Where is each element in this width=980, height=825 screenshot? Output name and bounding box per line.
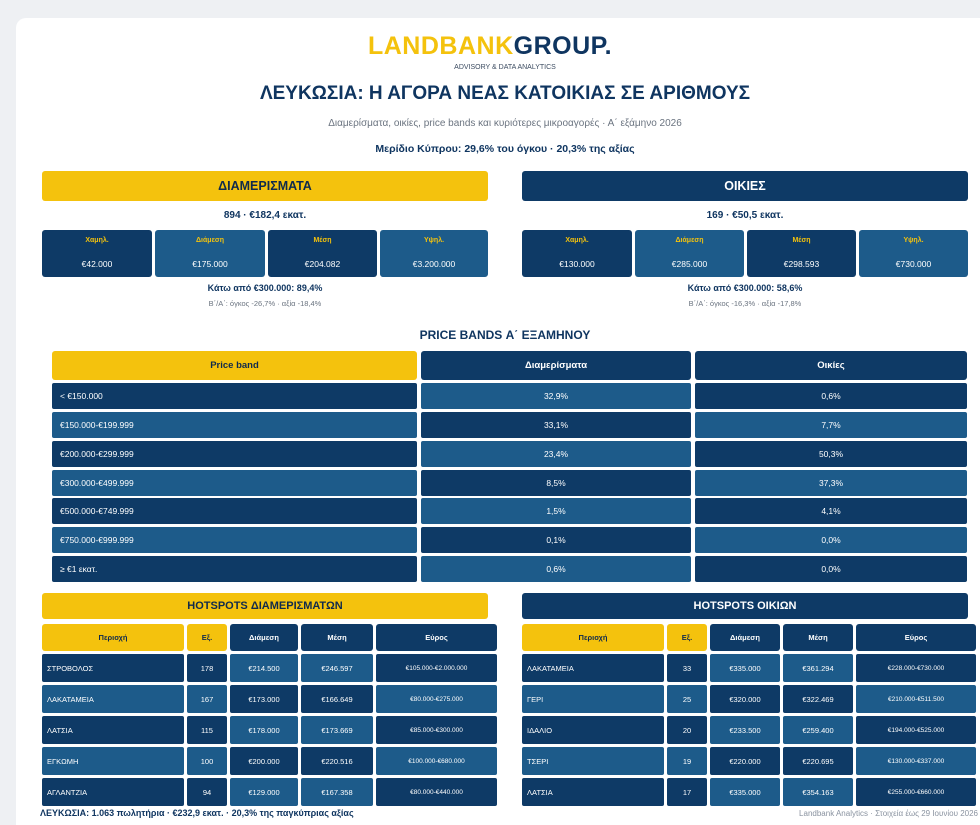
hs-apt-median: €173.000 [230, 685, 298, 713]
apartments-stat-median: Διάμεση €175.000 [155, 230, 265, 277]
price-band-houses: 50,3% [695, 441, 967, 467]
houses-summary: 169 · €50,5 εκατ. [706, 210, 784, 221]
hs-apt-range: €85.000-€300.000 [376, 716, 497, 744]
price-band-apartments: 0,1% [421, 527, 691, 553]
price-band-label: €150.000-€199.999 [52, 412, 417, 438]
hs-house-col-mean: Μέση [783, 624, 853, 651]
houses-stat-high: Υψηλ. €730.000 [859, 230, 968, 277]
hs-apt-col-median: Διάμεση [230, 624, 298, 651]
price-band-houses: 0,6% [695, 383, 967, 409]
hs-house-median: €335.000 [710, 778, 780, 806]
hs-apt-n: 94 [187, 778, 227, 806]
hs-apt-range: €100.000-€680.000 [376, 747, 497, 775]
houses-stat-median: Διάμεση €285.000 [635, 230, 744, 277]
hs-apt-area: ΑΓΛΑΝΤΖΙΑ [42, 778, 184, 806]
hs-house-mean: €220.695 [783, 747, 853, 775]
hs-apt-mean: €166.649 [301, 685, 373, 713]
hotspots-apartments-header: HOTSPOTS ΔΙΑΜΕΡΙΣΜΑΤΩΝ [42, 593, 488, 619]
hs-apt-col-mean: Μέση [301, 624, 373, 651]
hs-apt-mean: €167.358 [301, 778, 373, 806]
cyprus-share: Μερίδιο Κύπρου: 29,6% του όγκου · 20,3% της αξίας [375, 143, 635, 155]
hs-apt-n: 115 [187, 716, 227, 744]
price-bands-header-apartments: Διαμερίσματα [421, 351, 691, 380]
houses-below-300k: Κάτω από €300.000: 58,6% [687, 283, 803, 293]
apartments-stat-low: Χαμηλ. €42.000 [42, 230, 152, 277]
price-bands-header-band: Price band [52, 351, 417, 380]
price-band-label: < €150.000 [52, 383, 417, 409]
hotspots-houses-header: HOTSPOTS ΟΙΚΙΩΝ [522, 593, 968, 619]
footer-summary: ΛΕΥΚΩΣΙΑ: 1.063 πωλητήρια · €232,9 εκατ. · 20,3% της παγκύπριας αξίας [40, 808, 354, 818]
hs-apt-area: ΛΑΤΣΙΑ [42, 716, 184, 744]
hs-apt-area: ΛΑΚΑΤΑΜΕΙΑ [42, 685, 184, 713]
apartments-yoy: Β΄/Α΄: όγκος -26,7% · αξία -18,4% [208, 299, 322, 308]
price-band-houses: 4,1% [695, 498, 967, 524]
hs-apt-range: €105.000-€2.000.000 [376, 654, 497, 682]
hs-house-range: €130.000-€337.000 [856, 747, 976, 775]
hs-house-n: 19 [667, 747, 707, 775]
hs-apt-n: 167 [187, 685, 227, 713]
price-band-label: €300.000-€499.999 [52, 470, 417, 496]
apartments-header: ΔΙΑΜΕΡΙΣΜΑΤΑ [42, 171, 488, 201]
hs-apt-n: 100 [187, 747, 227, 775]
price-band-label: €200.000-€299.999 [52, 441, 417, 467]
hs-apt-median: €178.000 [230, 716, 298, 744]
hs-apt-col-n: Εξ. [187, 624, 227, 651]
price-band-apartments: 23,4% [421, 441, 691, 467]
hs-apt-n: 178 [187, 654, 227, 682]
price-band-houses: 7,7% [695, 412, 967, 438]
hs-house-col-area: Περιοχή [522, 624, 664, 651]
footer-source: Landbank Analytics · Στοιχεία έως 29 Ιουνίου 2026 [799, 809, 978, 818]
hs-house-col-n: Εξ. [667, 624, 707, 651]
brand-logo: LANDBANKGROUP. [367, 32, 613, 60]
hs-house-n: 25 [667, 685, 707, 713]
price-bands-title: PRICE BANDS Α΄ ΕΞΑΜΗΝΟΥ [419, 328, 591, 342]
brand-tagline: ADVISORY & DATA ANALYTICS [454, 64, 556, 71]
hs-house-mean: €259.400 [783, 716, 853, 744]
apartments-summary: 894 · €182,4 εκατ. [223, 210, 307, 221]
hs-house-mean: €322.469 [783, 685, 853, 713]
page-subtitle: Διαμερίσματα, οικίες, price bands και κυριότερες μικροαγορές · Α΄ εξάμηνο 2026 [328, 118, 682, 129]
hs-apt-median: €129.000 [230, 778, 298, 806]
hs-house-area: ΛΑΚΑΤΑΜΕΙΑ [522, 654, 664, 682]
hs-house-col-median: Διάμεση [710, 624, 780, 651]
hs-house-range: €228.000-€730.000 [856, 654, 976, 682]
houses-yoy: Β΄/Α΄: όγκος -16,3% · αξία -17,8% [688, 299, 802, 308]
hs-house-range: €210.000-€511.500 [856, 685, 976, 713]
hs-apt-range: €80.000-€275.000 [376, 685, 497, 713]
hs-house-n: 33 [667, 654, 707, 682]
hs-apt-mean: €246.597 [301, 654, 373, 682]
price-bands-header-houses: Οικίες [695, 351, 967, 380]
hs-apt-median: €200.000 [230, 747, 298, 775]
hs-house-median: €320.000 [710, 685, 780, 713]
hs-house-area: ΙΔΑΛΙΟ [522, 716, 664, 744]
houses-stat-mean: Μέση €298.593 [747, 230, 856, 277]
hs-house-mean: €361.294 [783, 654, 853, 682]
hs-house-area: ΓΕΡΙ [522, 685, 664, 713]
houses-header: ΟΙΚΙΕΣ [522, 171, 968, 201]
price-band-apartments: 8,5% [421, 470, 691, 496]
price-band-label: €750.000-€999.999 [52, 527, 417, 553]
hs-apt-mean: €173.669 [301, 716, 373, 744]
hs-house-median: €233.500 [710, 716, 780, 744]
price-band-label: ≥ €1 εκατ. [52, 556, 417, 582]
hs-apt-range: €80.000-€440.000 [376, 778, 497, 806]
apartments-stat-high: Υψηλ. €3.200.000 [380, 230, 488, 277]
price-band-apartments: 33,1% [421, 412, 691, 438]
apartments-below-300k: Κάτω από €300.000: 89,4% [207, 283, 323, 293]
apartments-stat-mean: Μέση €204.082 [268, 230, 377, 277]
hs-apt-area: ΕΓΚΩΜΗ [42, 747, 184, 775]
hs-apt-col-range: Εύρος [376, 624, 497, 651]
price-band-houses: 37,3% [695, 470, 967, 496]
hs-house-area: ΛΑΤΣΙΑ [522, 778, 664, 806]
price-band-apartments: 1,5% [421, 498, 691, 524]
hs-apt-median: €214.500 [230, 654, 298, 682]
price-band-apartments: 0,6% [421, 556, 691, 582]
hs-house-n: 17 [667, 778, 707, 806]
price-band-houses: 0,0% [695, 527, 967, 553]
hs-house-median: €335.000 [710, 654, 780, 682]
hs-apt-col-area: Περιοχή [42, 624, 184, 651]
hs-house-col-range: Εύρος [856, 624, 976, 651]
hs-house-n: 20 [667, 716, 707, 744]
houses-stat-low: Χαμηλ. €130.000 [522, 230, 632, 277]
hs-house-mean: €354.163 [783, 778, 853, 806]
hs-apt-mean: €220.516 [301, 747, 373, 775]
hs-house-range: €255.000-€660.000 [856, 778, 976, 806]
hs-house-range: €194.000-€525.000 [856, 716, 976, 744]
page-title: ΛΕΥΚΩΣΙΑ: Η ΑΓΟΡΑ ΝΕΑΣ ΚΑΤΟΙΚΙΑΣ ΣΕ ΑΡΙΘΜΟΥΣ [259, 83, 751, 104]
hs-house-median: €220.000 [710, 747, 780, 775]
price-band-houses: 0,0% [695, 556, 967, 582]
price-band-apartments: 32,9% [421, 383, 691, 409]
price-band-label: €500.000-€749.999 [52, 498, 417, 524]
hs-house-area: ΤΣΕΡΙ [522, 747, 664, 775]
hs-apt-area: ΣΤΡΟΒΟΛΟΣ [42, 654, 184, 682]
